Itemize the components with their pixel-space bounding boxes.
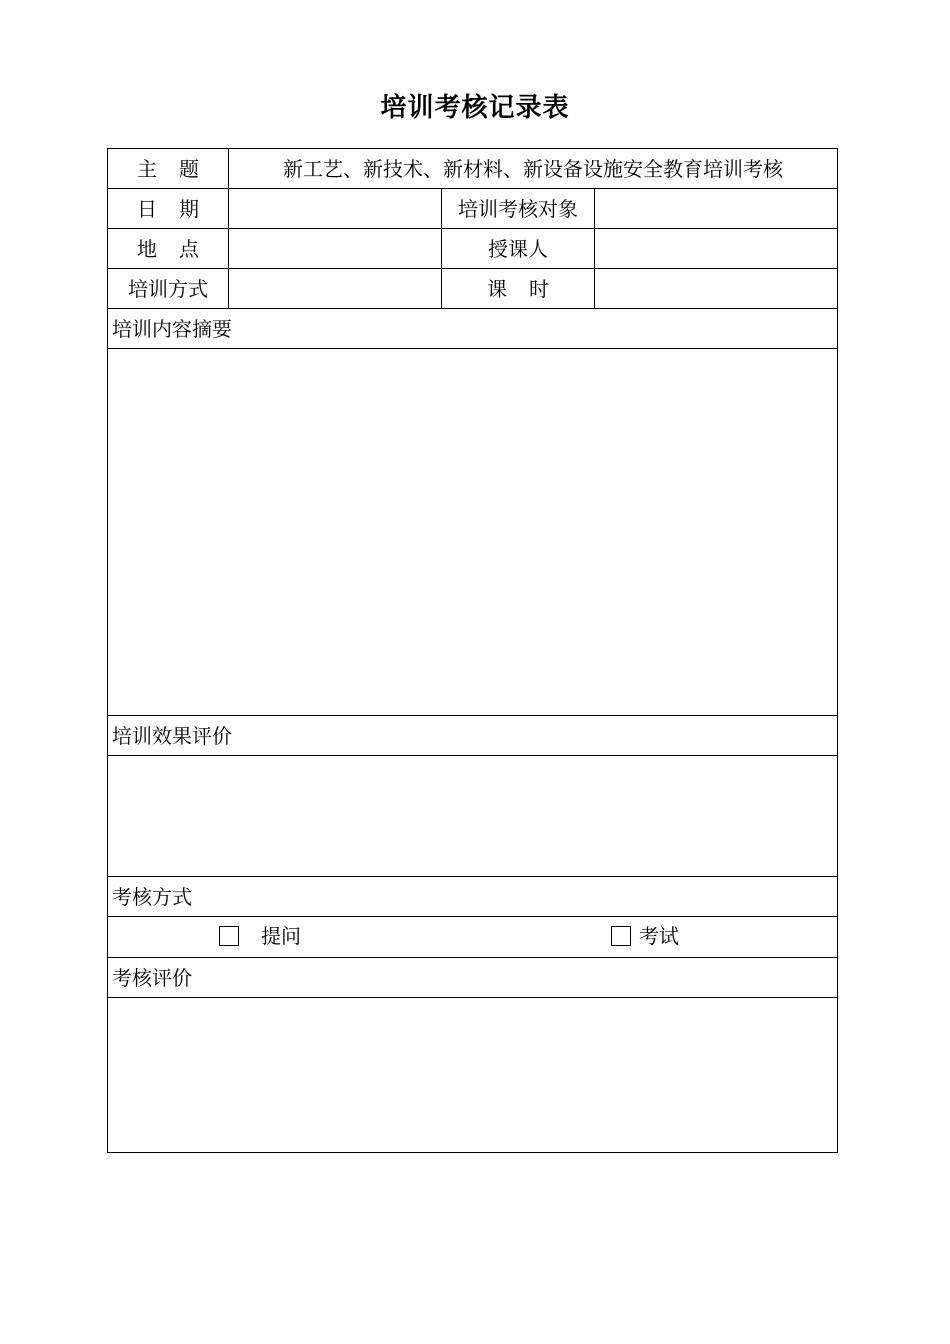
question-label: 提问	[261, 924, 301, 948]
place-value[interactable]	[229, 229, 442, 269]
place-label: 地点	[108, 229, 229, 269]
question-checkbox[interactable]	[219, 926, 239, 946]
mode-value[interactable]	[229, 269, 442, 309]
assessment-evaluation-heading: 考核评价	[108, 958, 838, 998]
hours-label: 课时	[442, 269, 595, 309]
hours-value[interactable]	[595, 269, 838, 309]
option-question[interactable]	[219, 925, 301, 947]
training-record-table	[107, 148, 838, 1153]
assessment-method-options	[108, 917, 838, 958]
page-title: 培训考核记录表	[380, 93, 570, 123]
effect-evaluation-heading: 培训效果评价	[108, 716, 838, 756]
exam-checkbox[interactable]	[611, 926, 631, 946]
date-value[interactable]	[229, 189, 442, 229]
mode-label: 培训方式	[108, 269, 229, 309]
option-exam[interactable]	[611, 925, 679, 947]
content-summary-area[interactable]	[108, 349, 838, 716]
target-label: 培训考核对象	[442, 189, 595, 229]
assessment-evaluation-area[interactable]	[108, 998, 838, 1153]
exam-label: 考试	[639, 924, 679, 948]
effect-evaluation-area[interactable]	[108, 756, 838, 877]
date-label: 日期	[108, 189, 229, 229]
lecturer-value[interactable]	[595, 229, 838, 269]
content-summary-heading: 培训内容摘要	[108, 309, 838, 349]
assessment-method-heading: 考核方式	[108, 877, 838, 917]
topic-label: 主题	[108, 149, 229, 189]
topic-value[interactable]: 新工艺、新技术、新材料、新设备设施安全教育培训考核	[229, 149, 838, 189]
lecturer-label: 授课人	[442, 229, 595, 269]
target-value[interactable]	[595, 189, 838, 229]
